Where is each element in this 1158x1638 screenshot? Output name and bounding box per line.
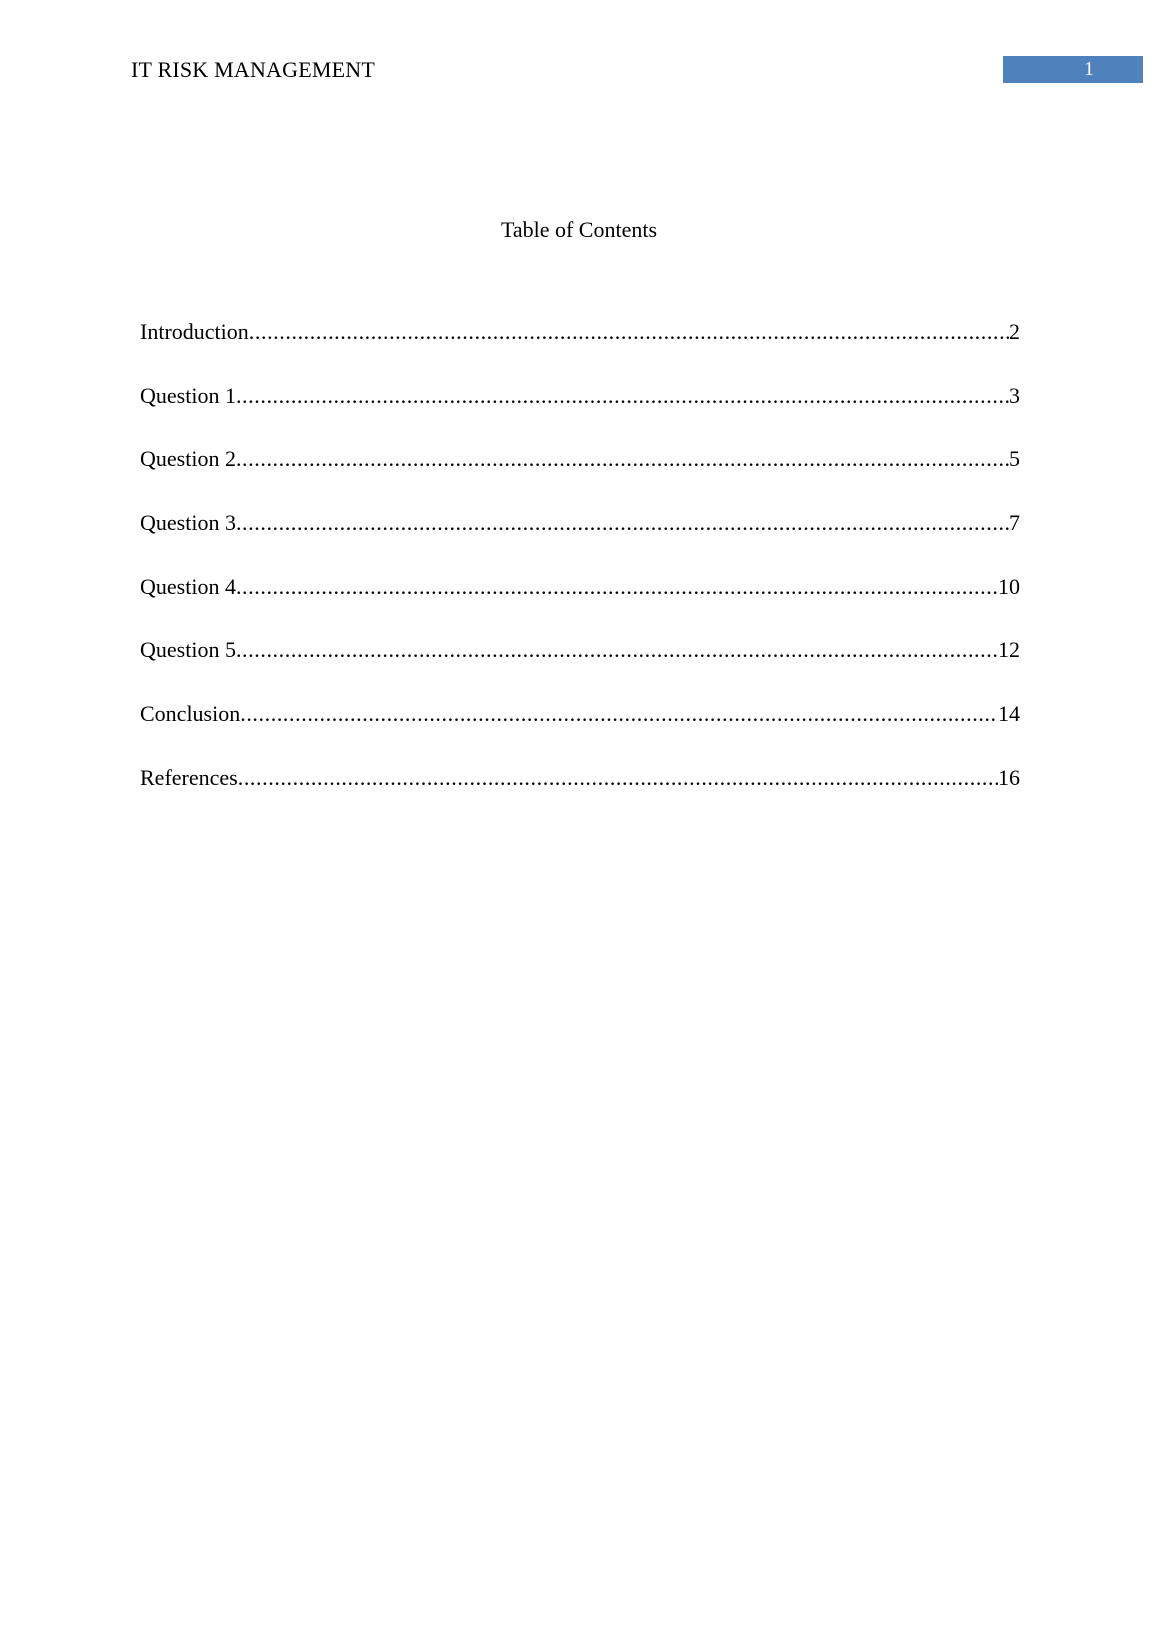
- toc-entry-title: Question 4: [140, 573, 236, 599]
- toc-entry-question-5[interactable]: [140, 636, 1020, 700]
- toc-entry-page: 5: [1009, 446, 1020, 472]
- toc-entry-title: Introduction: [140, 319, 249, 344]
- toc-entry-introduction[interactable]: [140, 318, 1020, 382]
- toc-entry-page: 12: [998, 637, 1020, 663]
- toc-entry-title: References: [140, 764, 238, 790]
- toc-entry-conclusion[interactable]: [140, 700, 1020, 764]
- toc-entry-page: 7: [1009, 510, 1020, 536]
- toc-entry-title: Conclusion: [140, 701, 241, 727]
- toc-entry-title: Question 2: [140, 446, 236, 472]
- toc-entry-page: 16: [998, 764, 1020, 790]
- toc-entry-title: Question 5: [140, 637, 236, 663]
- toc-entry-question-2[interactable]: [140, 445, 1020, 509]
- toc-dot-leader: [249, 318, 1009, 346]
- toc-entry-page: 10: [998, 573, 1020, 599]
- toc-entry-page: 14: [998, 701, 1020, 727]
- toc-entry-title: Question 3: [140, 510, 236, 536]
- toc-heading: Table of Contents: [500, 217, 658, 242]
- toc-entry-page: 2: [1009, 319, 1020, 344]
- toc-dot-leader: [238, 764, 998, 792]
- toc-dot-leader: [236, 636, 998, 664]
- running-head: IT RISK MANAGEMENT: [131, 57, 375, 82]
- toc-entry-question-1[interactable]: [140, 382, 1020, 446]
- toc-dot-leader: [236, 509, 1009, 537]
- toc-dot-leader: [240, 700, 998, 728]
- toc-entry-question-3[interactable]: [140, 509, 1020, 573]
- table-of-contents: [140, 318, 1020, 828]
- toc-entry-references[interactable]: [140, 764, 1020, 828]
- toc-entry-question-4[interactable]: [140, 573, 1020, 637]
- toc-entry-page: 3: [1009, 382, 1020, 408]
- toc-dot-leader: [236, 445, 1009, 473]
- toc-dot-leader: [236, 382, 1009, 410]
- toc-entry-title: Question 1: [140, 382, 236, 408]
- toc-dot-leader: [236, 573, 998, 601]
- page-number: 1: [1003, 56, 1143, 83]
